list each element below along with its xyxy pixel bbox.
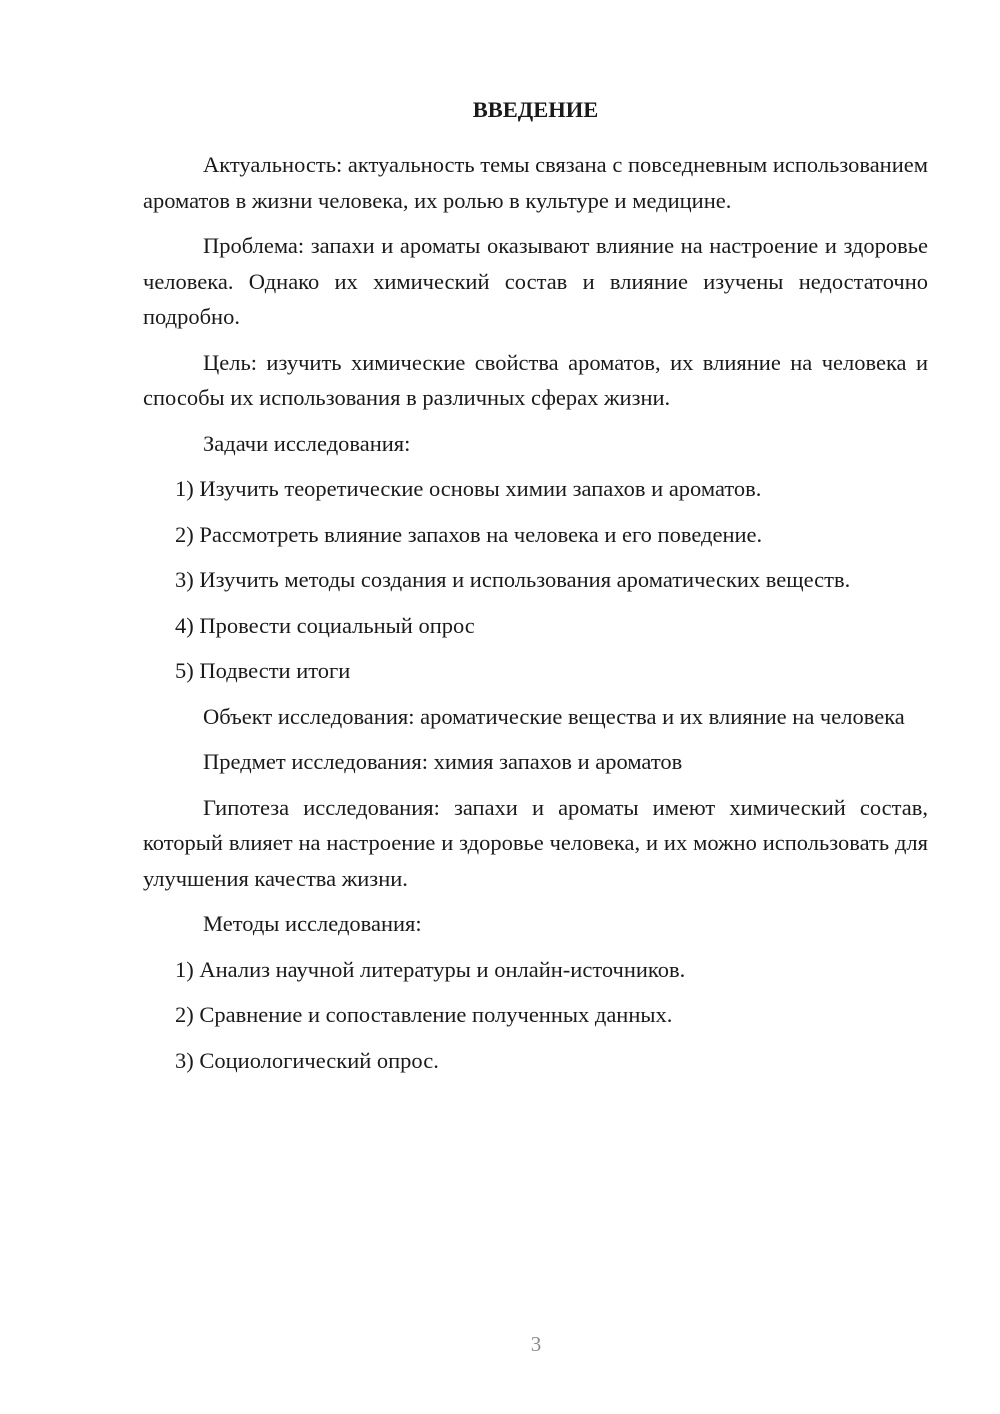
tasks-heading: Задачи исследования:: [203, 430, 411, 456]
paragraph-subject: Предмет исследования: химия запахов и ароматов: [203, 749, 683, 774]
methods-list: [143, 952, 928, 1079]
list-item: 2) Сравнение и сопоставление полученных данных.: [175, 1002, 673, 1027]
paragraph-hypothesis: Гипотеза исследования: запахи и ароматы имеют химический состав, который влияет на настроение и здоровье человека, и их можно использовать для улучшения качества жизни.: [143, 794, 928, 891]
page-content: [143, 93, 928, 1088]
tasks-list: [143, 471, 928, 689]
list-item: 3) Социологический опрос.: [175, 1047, 439, 1073]
paragraph-problem: Проблема: запахи и ароматы оказывают влияние на настроение и здоровье человека. Однако их химический состав и влияние изучены недостаточно подробно.: [143, 233, 928, 329]
list-item: 3) Изучить методы создания и использования ароматических веществ.: [175, 567, 851, 592]
paragraph-goal: Цель: изучить химические свойства ароматов, их влияние на человека и способы их использования в различных сферах жизни.: [143, 349, 928, 410]
list-item: 5) Подвести итоги: [175, 658, 351, 683]
paragraph-object: Объект исследования: ароматические вещества и их влияние на человека: [203, 703, 905, 729]
page-number: 3: [530, 1332, 542, 1356]
list-item: 4) Провести социальный опрос: [175, 612, 475, 638]
list-item: 1) Изучить теоретические основы химии запахов и ароматов.: [175, 476, 762, 501]
list-item: 2) Рассмотреть влияние запахов на человека и его поведение.: [175, 521, 763, 547]
methods-heading: Методы исследования:: [203, 911, 422, 936]
paragraph-relevance: Актуальность: актуальность темы связана с повседневным использованием ароматов в жизни человека, их ролью в культуре и медицине.: [143, 152, 928, 213]
section-title: ВВЕДЕНИЕ: [472, 97, 599, 122]
list-item: 1) Анализ научной литературы и онлайн-источников.: [175, 956, 686, 982]
